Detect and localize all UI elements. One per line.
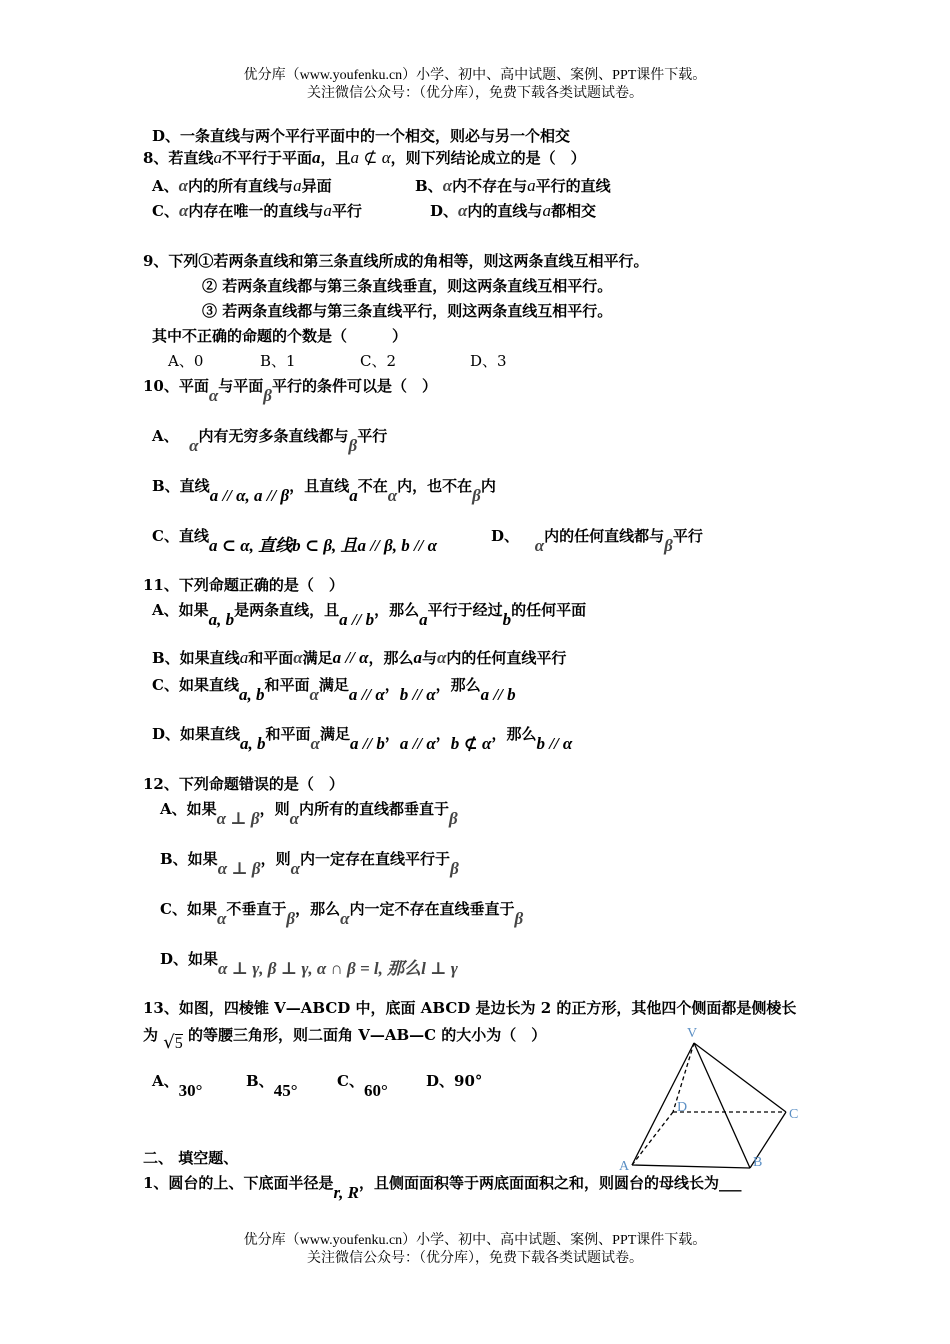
edge-ab: [632, 1165, 750, 1168]
q10-option-a: A、 α内有无穷多条直线都与β平行: [152, 427, 388, 455]
q13-option-c: C、60°: [337, 1072, 388, 1100]
q13-option-d: D、90°: [426, 1072, 483, 1090]
q12-option-b: B、如果α ⊥ β，则α内一定存在直线平行于β: [160, 850, 459, 878]
q11-stem: 11、下列命题正确的是（ ）: [143, 576, 344, 594]
q12-stem: 12、下列命题错误的是（ ）: [143, 775, 344, 793]
edge-vc: [694, 1043, 786, 1112]
edge-ad: [632, 1112, 673, 1165]
label-b: B: [753, 1155, 763, 1170]
q10-option-c: C、直线a ⊂ α, 直线b ⊂ β, 且a // β, b // α: [152, 527, 438, 555]
fill-q1: 1、圆台的上、下底面半径是r, R，且侧面面积等于两底面面积之和，则圆台的母线长为___: [143, 1174, 742, 1202]
sqrt-5: √5: [163, 1032, 183, 1053]
q12-option-c: C、如果α不垂直于β，那么α内一定不存在直线垂直于β: [160, 900, 524, 928]
footer-line-1: 优分库（www.youfenku.cn）小学、初中、高中试题、案例、PPT课件下载。: [243, 1233, 707, 1248]
q10-option-d: D、 α内的任何直线都与β平行: [491, 527, 703, 555]
q9-ask: 其中不正确的命题的个数是（ ）: [152, 327, 408, 345]
section-2-title: 二、 填空题、: [143, 1149, 239, 1167]
q8-stem: 8、若直线a不平行于平面a，且a ⊄ α，则下列结论成立的是（ ）: [143, 148, 586, 167]
q9-option-c: C、2: [360, 352, 397, 370]
q8-option-a: A、α内的所有直线与a异面: [152, 176, 332, 195]
q9-option-b: B、1: [260, 352, 296, 370]
q9-statement-2: ② 若两条直线都与第三条直线垂直，则这两条直线互相平行。: [202, 277, 613, 295]
header-line-2: 关注微信公众号：（优分库），免费下载各类试题试卷。: [307, 86, 643, 101]
label-v: V: [687, 1026, 698, 1041]
q9-option-a: A、0: [168, 352, 204, 370]
q7-option-d: D、一条直线与两个平行平面中的一个相交，则必与另一个相交: [152, 127, 571, 145]
q8-option-b: B、α内不存在与a平行的直线: [415, 176, 611, 195]
label-c: C: [789, 1107, 799, 1122]
q9-statement-3: ③ 若两条直线都与第三条直线平行，则这两条直线互相平行。: [202, 302, 613, 320]
q11-option-b: B、如果直线a和平面α满足a // α，那么a与α内的任何直线平行: [152, 648, 567, 667]
q12-option-d: D、如果α ⊥ γ, β ⊥ γ, α ∩ β = l, 那么l ⊥ γ: [160, 950, 458, 978]
q12-option-a: A、如果α ⊥ β，则α内所有的直线都垂直于β: [160, 800, 458, 828]
q13-option-a: A、30°: [152, 1072, 203, 1100]
q10-option-b: B、直线a // α, a // β，且直线a不在α内，也不在β内: [152, 477, 496, 505]
q13-stem-line-1: 13、如图，四棱锥 V—ABCD 中，底面 ABCD 是边长为 2 的正方形，其他四个侧面都是侧棱长: [143, 999, 797, 1017]
q11-option-c: C、如果直线a, b和平面α满足a // α，b // α，那么a // b: [152, 676, 516, 704]
label-d: D: [677, 1100, 688, 1115]
q11-option-a: A、如果a, b是两条直线，且a // b，那么a平行于经过b的任何平面: [152, 601, 587, 629]
q9-stem: 9、下列①若两条直线和第三条直线所成的角相等，则这两条直线互相平行。: [143, 252, 649, 270]
footer-line-2: 关注微信公众号：（优分库），免费下载各类试题试卷。: [307, 1251, 643, 1266]
q13-option-b: B、45°: [246, 1072, 298, 1100]
edge-vb: [694, 1043, 750, 1168]
q8-option-c: C、α内存在唯一的直线与a平行: [152, 201, 362, 220]
header-line-1: 优分库（www.youfenku.cn）小学、初中、高中试题、案例、PPT课件下载。: [243, 68, 707, 83]
label-a: A: [619, 1159, 630, 1174]
q8-option-d: D、α内的直线与a都相交: [430, 201, 596, 220]
q10-stem: 10、平面α与平面β平行的条件可以是（ ）: [143, 377, 438, 405]
q13-stem-line-2: 为 √5 的等腰三角形，则二面角 V—AB—C 的大小为（ ）: [143, 1026, 547, 1053]
q11-option-d: D、如果直线a, b和平面α满足a // b，a // α，b ⊄ α，那么b // α: [152, 725, 573, 753]
q9-option-d: D、3: [470, 352, 507, 370]
pyramid-figure: [610, 1015, 810, 1180]
